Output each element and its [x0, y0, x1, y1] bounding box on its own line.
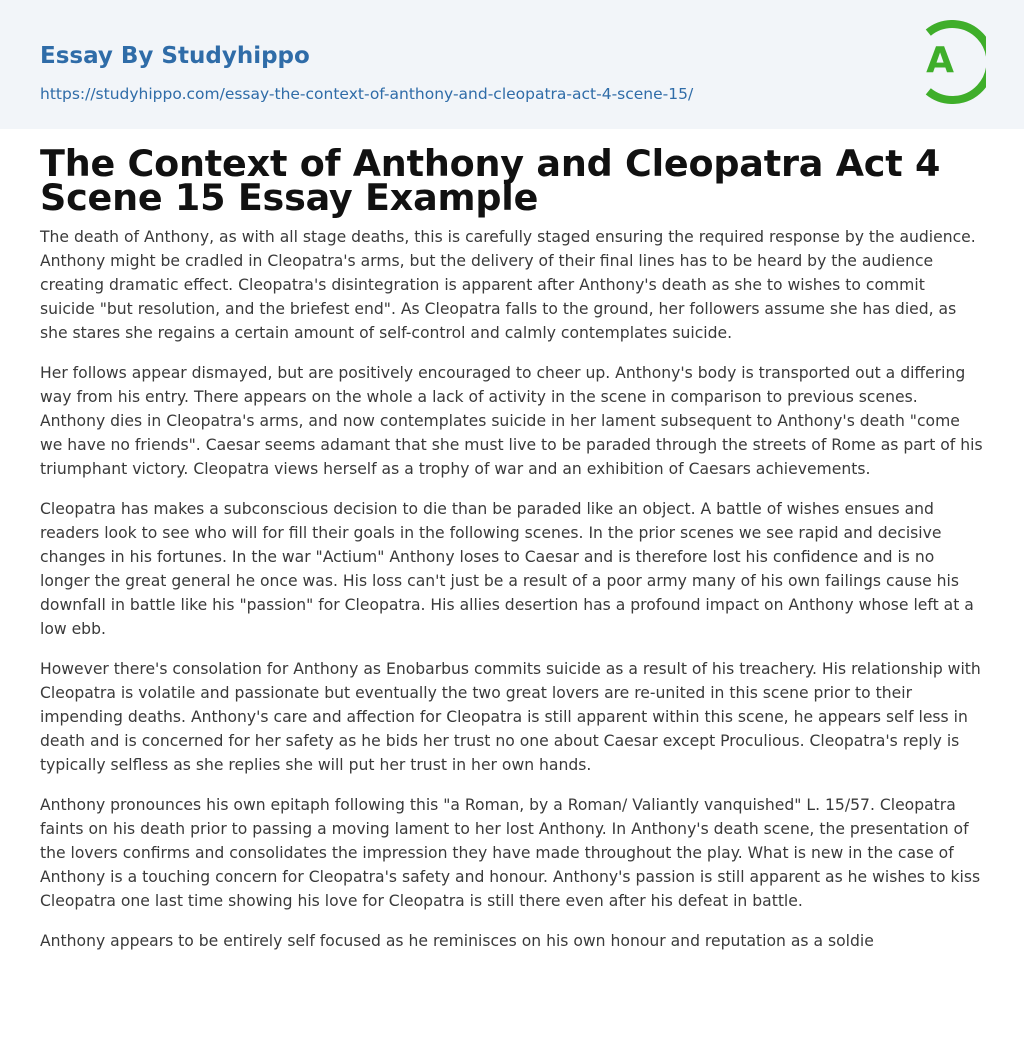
essay-paragraph: Anthony pronounces his own epitaph following this "a Roman, by a Roman/ Valiantly vanquished" L. 15/57. Cleopatra faints on his death prior to passing a moving lament to her lost Anthony. In Anthony's death scene, the presentation of the lovers confirms and consolidates the impression they have made throughout the play. What is new in the case of Anthony is a touching concern for Cleopatra's safety and honour. Anthony's passion is still apparent as he wishes to kiss Cleopatra one last time showing his love for Cleopatra is still there even after his defeat in battle. — [40, 796, 981, 910]
essay-content — [0, 142, 1024, 953]
essay-body — [40, 225, 984, 953]
essay-paragraph: Cleopatra has makes a subconscious decision to die than be paraded like an object. A battle of wishes ensues and readers look to see who will for fill their goals in the following scenes. In the prior scenes we see rapid and decisive changes in his fortunes. In the war "Actium" Anthony loses to Caesar and is therefore lost his confidence and is no longer the great general he once was. His loss can't just be a result of a poor army many of his own failings cause his downfall in battle like his "passion" for Cleopatra. His allies desertion has a profound impact on Anthony whose left at a low ebb. — [40, 500, 974, 638]
essay-paragraph: However there's consolation for Anthony as Enobarbus commits suicide as a result of his treachery. His relationship with Cleopatra is volatile and passionate but eventually the two great lovers are re-united in this scene prior to their impending deaths. Anthony's care and affection for Cleopatra is still apparent within this scene, he appears self less in death and is concerned for her safety as he bids her trust no one about Caesar except Proculious. Cleopatra's reply is typically selfless as she replies she will put her trust in her own hands. — [40, 660, 981, 774]
logo-icon — [914, 20, 986, 104]
site-header — [0, 0, 1024, 129]
site-name[interactable]: Essay By Studyhippo — [40, 43, 310, 69]
essay-paragraph: The death of Anthony, as with all stage deaths, this is carefully staged ensuring the required response by the audience. Anthony might be cradled in Cleopatra's arms, but the delivery of their final lines has to be heard by the audience creating dramatic effect. Cleopatra's disintegration is apparent after Anthony's death as she to wishes to commit suicide "but resolution, and the briefest end". As Cleopatra falls to the ground, her followers assume she has died, as she stares she regains a certain amount of self-control and calmly contemplates suicide. — [40, 228, 976, 342]
essay-paragraph: Anthony appears to be entirely self focused as he reminisces on his own honour and reputation as a soldie — [40, 932, 874, 950]
essay-title: The Context of Anthony and Cleopatra Act 4 Scene 15 Essay Example — [40, 142, 941, 219]
page-url-link[interactable]: https://studyhippo.com/essay-the-context-of-anthony-and-cleopatra-act-4-scene-15/ — [40, 85, 694, 103]
logo-letter: A — [926, 40, 954, 81]
essay-paragraph: Her follows appear dismayed, but are positively encouraged to cheer up. Anthony's body is transported out a differing way from his entry. There appears on the whole a lack of activity in the scene in comparison to previous scenes. Anthony dies in Cleopatra's arms, and now contemplates suicide in her lament subsequent to Anthony's death "come we have no friends". Caesar seems adamant that she must live to be paraded through the streets of Rome as part of his triumphant victory. Cleopatra views herself as a trophy of war and an exhibition of Caesars achievements. — [40, 364, 983, 478]
studyhippo-logo[interactable] — [914, 20, 986, 104]
